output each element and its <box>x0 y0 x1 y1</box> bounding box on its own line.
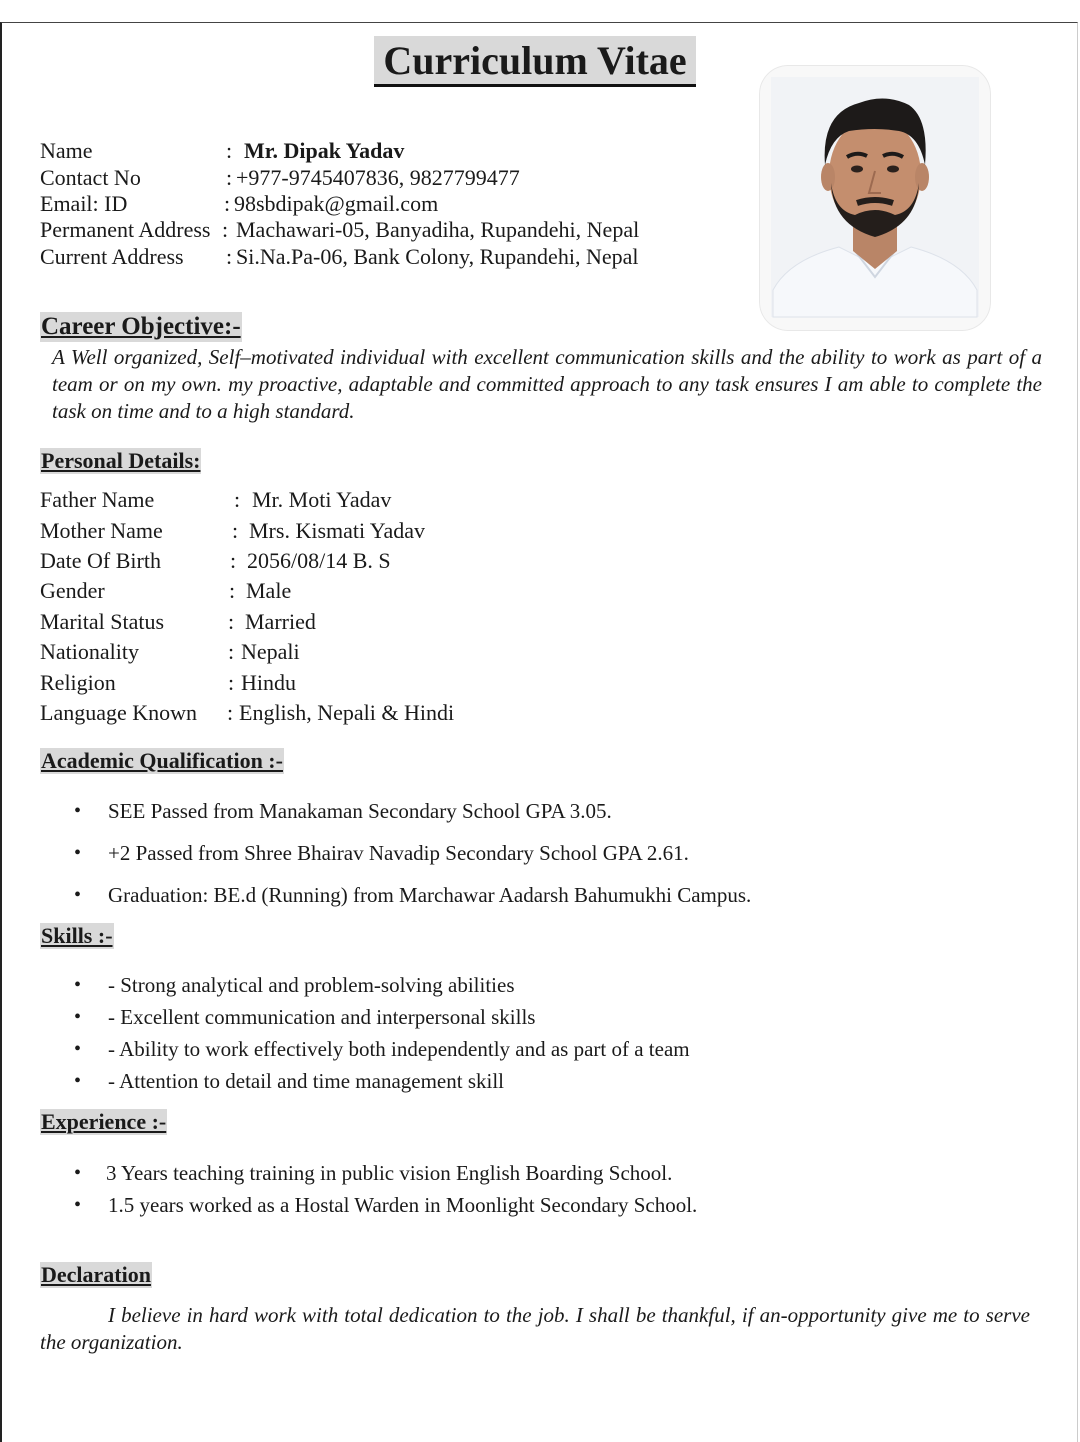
personal-separator: : <box>228 670 235 695</box>
contact-separator: : <box>222 217 229 242</box>
bullet-icon: • <box>74 974 82 996</box>
contact-label: Name <box>40 138 93 163</box>
contact-label: Contact No <box>40 165 141 190</box>
bullet-icon: • <box>74 1070 82 1092</box>
personal-label: Date Of Birth <box>40 548 161 573</box>
career-objective-text: A Well organized, Self–motivated individual with excellent communication skills and the ability to work as part of a team or on my own. my proactive, adaptable and committed approach to any task ensures I am able to complete the task on time and to a high standard. <box>52 345 1042 423</box>
personal-label: Language Known <box>40 700 198 725</box>
personal-label: Nationality <box>40 639 139 664</box>
bullet-icon: • <box>74 1194 82 1216</box>
contact-separator: : <box>224 191 231 216</box>
skills-item-text: - Strong analytical and problem-solving abilities <box>108 973 515 997</box>
academic-item-text: +2 Passed from Shree Bhairav Navadip Secondary School GPA 2.61. <box>108 841 689 865</box>
contact-value-phone: +977-9745407836, 9827799477 <box>236 165 520 190</box>
skills-item-text: - Excellent communication and interpersonal skills <box>108 1005 536 1029</box>
personal-label: Mother Name <box>40 518 163 543</box>
personal-value-father: Mr. Moti Yadav <box>252 487 392 512</box>
contact-value-permanent-address: Machawari-05, Banyadiha, Rupandehi, Nepal <box>236 217 640 242</box>
contact-separator: : <box>226 165 233 190</box>
personal-separator: : <box>228 639 235 664</box>
personal-value-dob: 2056/08/14 B. S <box>247 548 391 573</box>
personal-value-mother: Mrs. Kismati Yadav <box>249 518 426 543</box>
career-objective-heading: Career Objective:- <box>41 313 241 340</box>
personal-value-marital-status: Married <box>245 609 316 634</box>
bullet-icon: • <box>74 800 82 822</box>
personal-value-religion: Hindu <box>241 670 296 695</box>
personal-separator: : <box>230 548 237 573</box>
skills-item-text: - Attention to detail and time management skill <box>108 1069 504 1093</box>
experience-heading: Experience :- <box>41 1109 167 1134</box>
personal-separator: : <box>227 700 234 725</box>
personal-value-language: English, Nepali & Hindi <box>239 700 455 725</box>
skills-item-text: - Ability to work effectively both independently and as part of a team <box>108 1037 690 1061</box>
bullet-icon: • <box>74 884 82 906</box>
contact-separator: : <box>226 138 233 163</box>
personal-separator: : <box>234 487 241 512</box>
bullet-icon: • <box>74 842 82 864</box>
contact-label: Current Address <box>40 244 184 269</box>
personal-value-gender: Male <box>246 578 292 603</box>
bullet-icon: • <box>74 1162 82 1184</box>
contact-value-current-address: Si.Na.Pa-06, Bank Colony, Rupandehi, Nepal <box>236 244 639 269</box>
page-title: Curriculum Vitae <box>374 36 696 87</box>
personal-label: Marital Status <box>40 609 165 634</box>
personal-separator: : <box>228 609 235 634</box>
personal-label: Father Name <box>40 487 155 512</box>
academic-item-text: Graduation: BE.d (Running) from Marchawar Aadarsh Bahumukhi Campus. <box>108 883 752 907</box>
profile-photo-illustration <box>759 65 991 331</box>
contact-label: Email: ID <box>40 191 128 216</box>
bullet-icon: • <box>74 1038 82 1060</box>
personal-separator: : <box>229 578 236 603</box>
bullet-icon: • <box>74 1006 82 1028</box>
profile-photo <box>756 62 994 334</box>
experience-item-text: 3 Years teaching training in public vision English Boarding School. <box>106 1161 673 1185</box>
experience-item-text: 1.5 years worked as a Hostal Warden in Moonlight Secondary School. <box>108 1193 698 1217</box>
personal-label: Religion <box>40 670 116 695</box>
declaration-heading: Declaration <box>41 1262 151 1287</box>
personal-value-nationality: Nepali <box>241 639 300 664</box>
personal-details-heading: Personal Details: <box>41 448 201 473</box>
academic-item-text: SEE Passed from Manakaman Secondary School GPA 3.05. <box>108 799 612 823</box>
contact-separator: : <box>226 244 233 269</box>
skills-heading: Skills :- <box>41 923 113 948</box>
contact-value-name: Mr. Dipak Yadav <box>244 138 405 163</box>
contact-label: Permanent Address <box>40 217 211 242</box>
academic-heading: Academic Qualification :- <box>41 748 283 773</box>
declaration-text: I believe in hard work with total dedication to the job. I shall be thankful, if an-opportunity give me to serve the organization. <box>40 1303 1030 1354</box>
personal-separator: : <box>232 518 239 543</box>
contact-value-email: 98sbdipak@gmail.com <box>234 191 439 216</box>
personal-label: Gender <box>40 578 105 603</box>
